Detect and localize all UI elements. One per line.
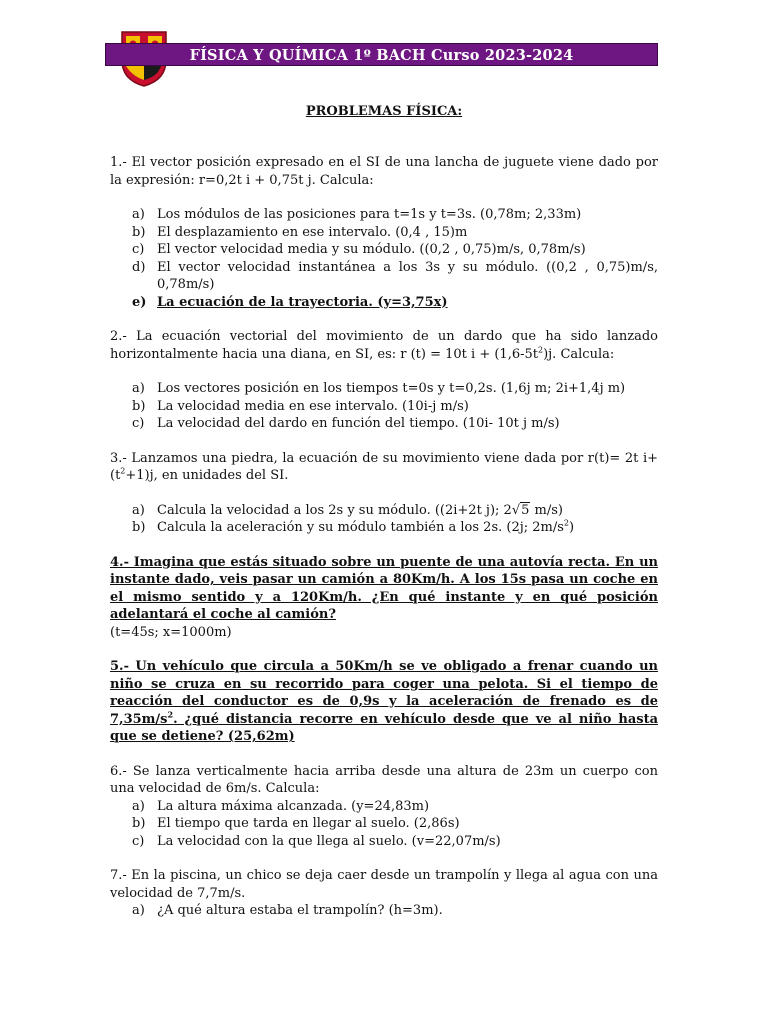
square-root-symbol: √5 [511, 502, 530, 518]
problem-4-answer: (t=45s; x=1000m) [110, 624, 232, 640]
list-item: c) La velocidad con la que llega al suelo. (v=22,07m/s) [132, 833, 501, 849]
problem-3-items [110, 502, 658, 537]
problem-3-statement: 3.- Lanzamos una piedra, la ecuación de su movimiento viene dada por r(t)= 2t $i+ (t^2+1)j$, en unidades del SI. [110, 450, 658, 483]
problem-1-items [110, 206, 658, 311]
list-item: a) Los vectores posición en los tiempos t=0s y t=0,2s. (1,6j m; 2i+1,4j m) [132, 381, 626, 396]
list-item: b) Calcula la aceleración y su módulo también a los 2s. (2j; $2m/s^2$) [132, 518, 575, 535]
problem-2-statement: 2.- La ecuación vectorial del movimiento de un dardo que ha sido lanzado horizontalmente hacia una diana, en SI, es: r (t) = 10t $i + (1,6-5t^2)j$. Calcula: [110, 329, 658, 362]
page-title: PROBLEMAS FÍSICA: [305, 104, 463, 119]
list-item: e) La ecuación de la trayectoria. (y=3,75x) [132, 294, 448, 310]
problem-7-items [110, 902, 658, 920]
list-item: b) La velocidad media en ese intervalo. (10i-j m/s) [132, 398, 469, 414]
list-item: a) La altura máxima alcanzada. (y=24,83m) [132, 798, 430, 814]
problem-6-items [110, 798, 658, 851]
list-item: c) El vector velocidad media y su módulo. ((0,2 , 0,75)m/s, 0,78m/s) [132, 242, 586, 257]
list-item: c) La velocidad del dardo en función del tiempo. (10i- 10t j m/s) [132, 416, 560, 431]
list-item: d) El vector velocidad instantánea a los 3s y su módulo. ((0,2 , 0,75)m/s, 0,78m/s) [132, 259, 658, 292]
problem-1-statement: 1.- El vector posición expresado en el SI de una lancha de juguete viene dado por la expresión: r=0,2t i + 0,75t j. Calcula: [110, 155, 658, 188]
problem-2-items [110, 380, 658, 433]
list-item: a) Los módulos de las posiciones para t=1s y t=3s. (0,78m; 2,33m) [132, 207, 582, 222]
problems-list [110, 154, 658, 920]
course-header-bar: FÍSICA Y QUÍMICA 1º BACH Curso 2023-2024 [105, 43, 658, 66]
list-item: a) ¿A qué altura estaba el trampolín? (h=3m). [132, 903, 443, 918]
list-item: b) El tiempo que tarda en llegar al suelo. (2,86s) [132, 816, 460, 831]
list-item: a) Calcula la velocidad a los 2s y su módulo. ((2i+2t j); 2√5 m/s) [132, 502, 563, 518]
problem-4-statement: 4.- Imagina que estás situado sobre un puente de una autovía recta. En un instante dado, veis pasar un camión a 80Km/h. A los 15s pasa un coche en el mismo sentido y a 120Km/h. ¿En qué instante y en qué posición adelantará el coche al camión? (t=45s; x=1000m) [110, 554, 658, 640]
list-item: b) El desplazamiento en ese intervalo. (0,4 , 15)m [132, 224, 468, 240]
problem-5-statement: 5.- Un vehículo que circula a 50Km/h se ve obligado a frenar cuando un niño se cruza en su recorrido para coger una pelota. Si el tiempo de reacción del conductor es de 0,9s y la aceleración de frenado es de $7,35m/s^2$. ¿qué distancia recorre en vehículo desde que ve al niño hasta que se detiene? (25,62m) [110, 659, 658, 744]
problem-7-statement: 7.- En la piscina, un chico se deja caer desde un trampolín y llega al agua con una velocidad de 7,7m/s. [110, 868, 658, 901]
problem-6-statement: 6.- Se lanza verticalmente hacia arriba desde una altura de 23m un cuerpo con una velocidad de 6m/s. Calcula: [110, 763, 658, 796]
